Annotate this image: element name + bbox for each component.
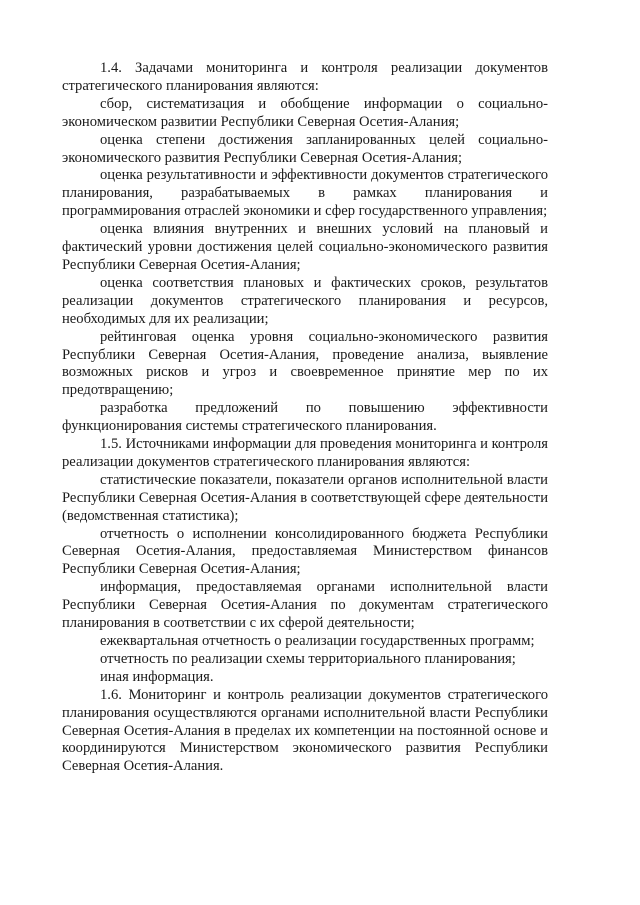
paragraph-item: оценка влияния внутренних и внешних условий на плановый и фактический уровни достижения целей социально-экономического развития Республики Северная Осетия-Алания; bbox=[62, 221, 548, 273]
paragraph-1-4-heading: 1.4. Задачами мониторинга и контроля реализации документов стратегического планирования являются: bbox=[62, 60, 548, 94]
document-body bbox=[62, 60, 548, 776]
paragraph-item: оценка степени достижения запланированных целей социально-экономического развития Республики Северная Осетия-Алания; bbox=[62, 131, 548, 166]
paragraph-1-6: 1.6. Мониторинг и контроль реализации документов стратегического планирования осуществляются органами исполнительной власти Республики Северная Осетия-Алания в пределах их компетенции на постоянной основе и координируются Министерством экономического развития Республики Северная Осетия-Алания. bbox=[62, 686, 548, 775]
paragraph-item: сбор, систематизация и обобщение информации о социально-экономическом развитии Республики Северная Осетия-Алания; bbox=[62, 95, 548, 130]
paragraph-item: статистические показатели, показатели органов исполнительной власти Республики Северная Осетия-Алания в соответствующей сфере деятельности (ведомственная статистика); bbox=[62, 471, 548, 524]
paragraph-item: разработка предложений по повышению эффективности функционирования системы стратегического планирования. bbox=[62, 400, 548, 435]
paragraph-item: иная информация. bbox=[100, 668, 214, 685]
paragraph-1-5-heading: 1.5. Источниками информации для проведения мониторинга и контроля реализации документов стратегического планирования являются: bbox=[62, 436, 548, 470]
paragraph-item: информация, предоставляемая органами исполнительной власти Республики Северная Осетия-Алания по документам стратегического планирования в соответствии с их сферой деятельности; bbox=[62, 579, 548, 632]
paragraph-item: ежеквартальная отчетность о реализации государственных программ; bbox=[100, 633, 535, 649]
paragraph-item: оценка результативности и эффективности документов стратегического планирования, разрабатываемых в рамках планирования и программирования отраслей экономики и сфер государственного управления; bbox=[62, 167, 548, 220]
paragraph-item: рейтинговая оценка уровня социально-экономического развития Республики Северная Осетия-Алания, проведение анализа, выявление возможных рисков и угроз и своевременное принятие мер по их предотвращению; bbox=[62, 328, 548, 399]
paragraph-item: отчетность по реализации схемы территориального планирования; bbox=[100, 650, 516, 667]
paragraph-item: отчетность о исполнении консолидированного бюджета Республики Северная Осетия-Алания, предоставляемая Министерством финансов Республики Северная Осетия-Алания; bbox=[62, 525, 548, 578]
paragraph-item: оценка соответствия плановых и фактических сроков, результатов реализации документов стратегического планирования и ресурсов, необходимых для их реализации; bbox=[62, 274, 548, 327]
